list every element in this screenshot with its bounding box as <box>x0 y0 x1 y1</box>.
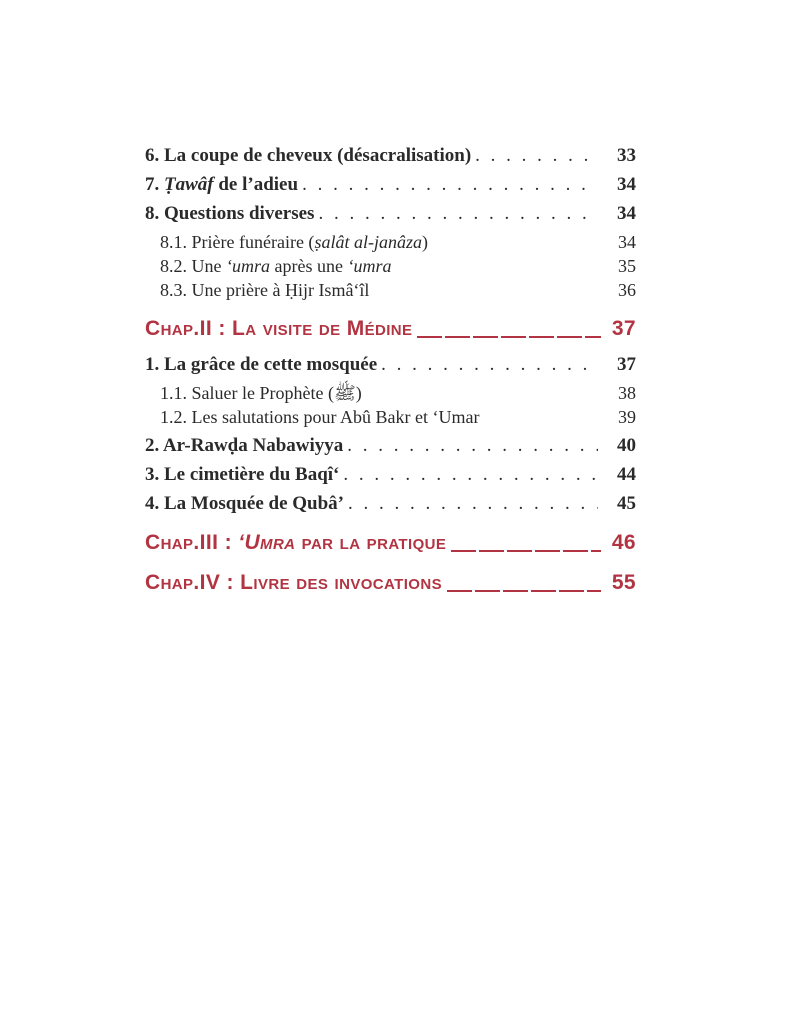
dot-leader <box>475 144 598 168</box>
toc-entry <box>145 144 636 168</box>
toc-subentry <box>145 278 636 302</box>
page-number: 33 <box>617 145 636 166</box>
page-number: 35 <box>618 256 636 276</box>
page-number: 45 <box>617 493 636 514</box>
chapter-rule <box>447 590 601 593</box>
page-number: 55 <box>611 571 636 594</box>
page-number: 34 <box>617 174 636 195</box>
dot-leader <box>343 463 598 487</box>
page-number: 44 <box>617 464 636 485</box>
entry-label: Chap.IV : Livre des invocations <box>145 571 442 594</box>
page-number: 37 <box>611 317 636 340</box>
entry-label: Chap.III : ‘Umra par la pratique <box>145 531 447 554</box>
entry-label: 3. Le cimetière du Baqî‘ <box>145 464 340 485</box>
entry-label: 4. La Mosquée de Qubâ’ <box>145 493 344 514</box>
entry-label: Chap.II : La visite de Médine <box>145 317 413 340</box>
page-number: 46 <box>611 531 636 554</box>
dot-leader <box>381 353 598 377</box>
entry-label: 7. Ṭawâf de l’adieu <box>145 174 299 195</box>
toc-chapter-heading <box>145 529 636 556</box>
toc-subentry <box>145 230 636 254</box>
entry-label: 8.2. Une ‘umra après une ‘umra <box>160 256 392 276</box>
dot-leader <box>318 202 598 226</box>
entry-label: 1.2. Les salutations pour Abû Bakr et ‘Umar <box>160 407 480 427</box>
page-number: 36 <box>618 280 636 300</box>
entry-label: 8.1. Prière funéraire (ṣalât al-janâza) <box>160 232 428 252</box>
toc-entry <box>145 463 636 487</box>
toc-entry <box>145 202 636 226</box>
entry-label: 6. La coupe de cheveux (désacralisation) <box>145 145 472 166</box>
toc-entry <box>145 434 636 458</box>
toc-subentry <box>145 405 636 429</box>
toc-entry <box>145 353 636 377</box>
entry-label: 1.1. Saluer le Prophète (ﷺ) <box>160 383 362 403</box>
toc-entry <box>145 173 636 197</box>
toc-chapter-heading <box>145 315 636 342</box>
toc-chapter-heading <box>145 569 636 596</box>
entry-label: 1. La grâce de cette mosquée <box>145 354 378 375</box>
page-number: 34 <box>617 203 636 224</box>
chapter-rule <box>417 336 601 339</box>
dot-leader <box>302 173 598 197</box>
chapter-rule <box>451 550 601 553</box>
toc-subentry <box>145 381 636 405</box>
toc-subentry <box>145 254 636 278</box>
entry-label: 8.3. Une prière à Ḥijr Ismâ‘îl <box>160 280 370 300</box>
page-number: 34 <box>618 232 636 252</box>
page-number: 39 <box>618 407 636 427</box>
dot-leader <box>347 434 598 458</box>
toc-list <box>145 139 636 607</box>
dot-leader <box>348 492 598 516</box>
page-number: 38 <box>618 383 636 403</box>
page-number: 37 <box>617 354 636 375</box>
page-number: 40 <box>617 435 636 456</box>
toc-entry <box>145 492 636 516</box>
entry-label: 2. Ar-Rawḍa Nabawiyya <box>145 435 344 456</box>
entry-label: 8. Questions diverses <box>145 203 315 224</box>
